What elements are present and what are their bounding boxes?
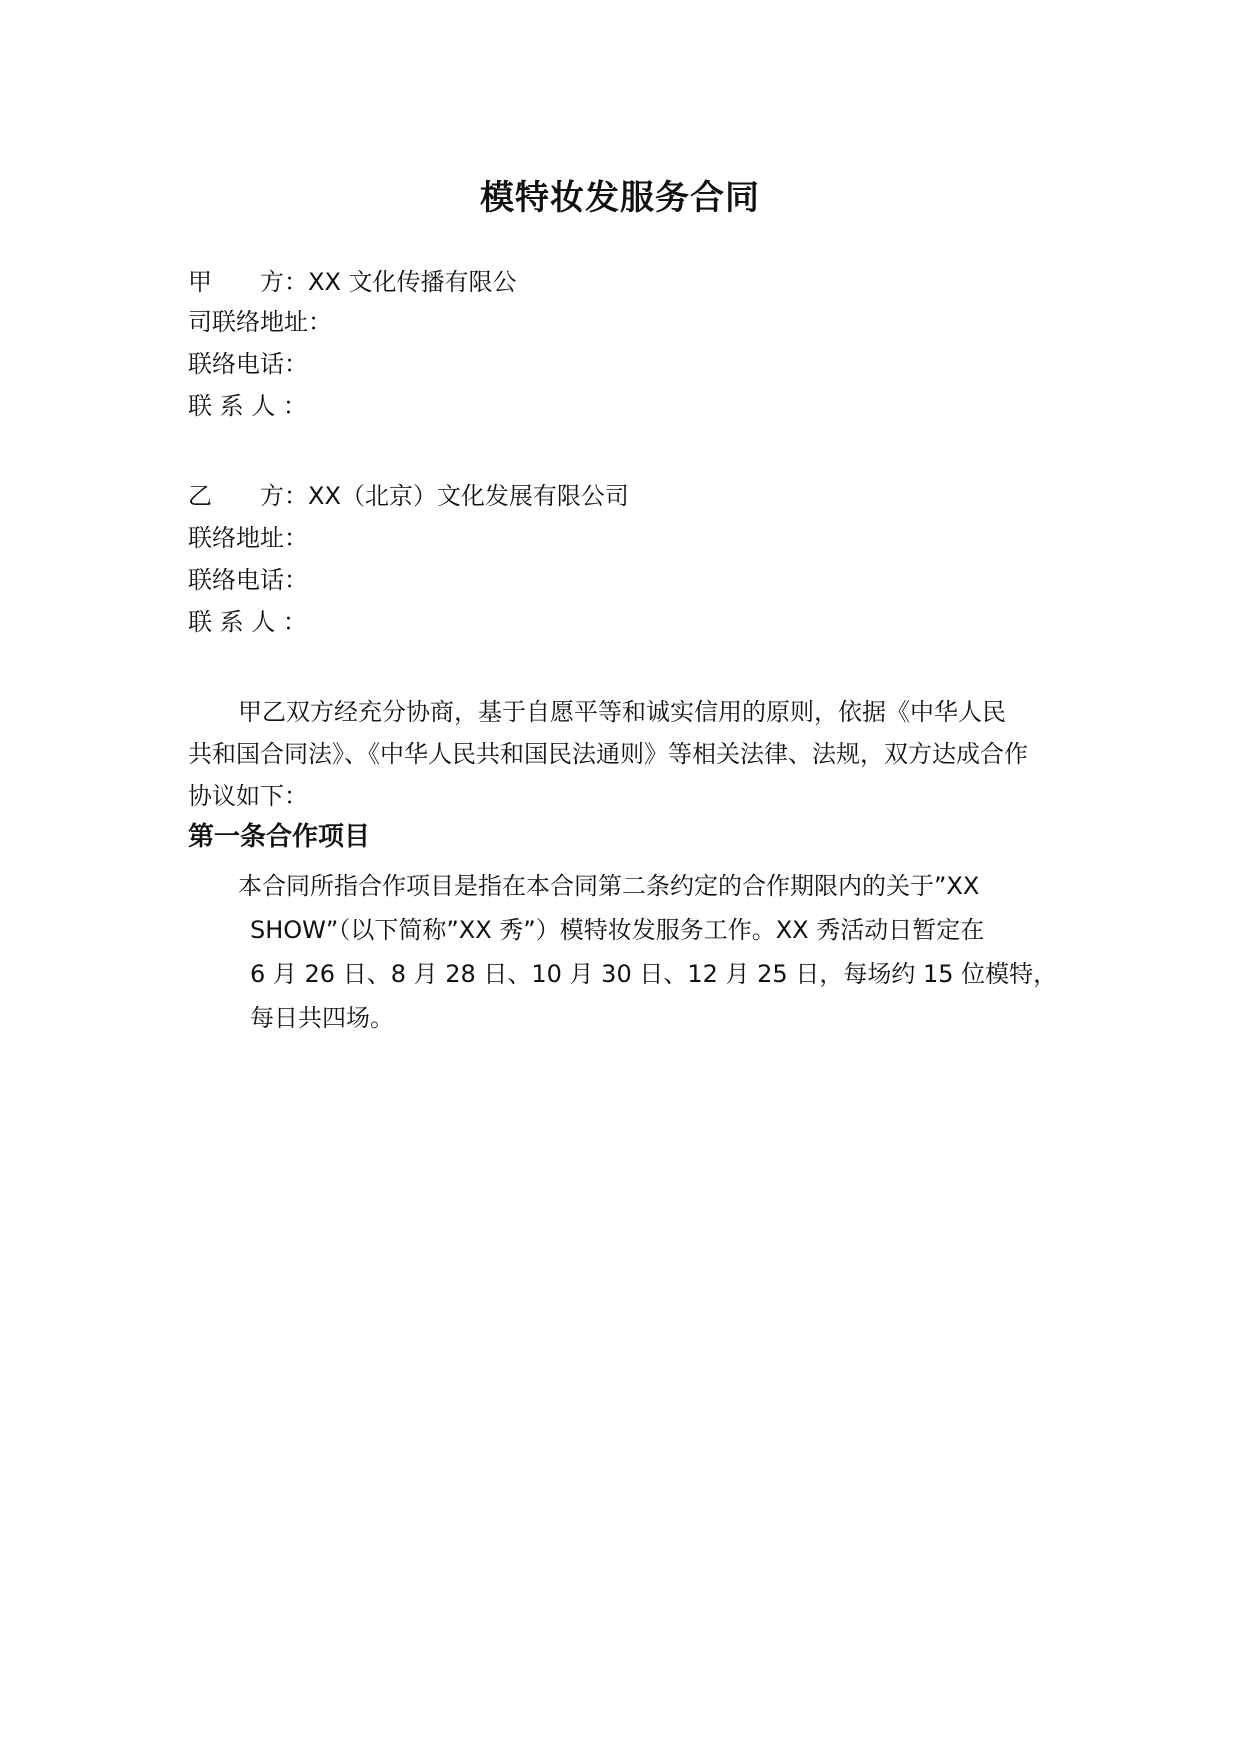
party-b-name: XX（北京）文化发展有限公司	[308, 482, 629, 510]
party-a-label: 甲 方：	[188, 268, 308, 296]
party-b-address: 联络地址：	[188, 524, 308, 552]
party-a-address: 司联络地址：	[188, 308, 332, 336]
document-title: 模特妆发服务合同	[480, 178, 760, 218]
article-1-heading: 第一条合作项目	[188, 822, 371, 852]
intro-line-1: 甲乙双方经充分协商，基于自愿平等和诚实信用的原则，依据《中华人民	[238, 698, 1006, 726]
article-1-line-3: 6 月 26 日、8 月 28 日、10 月 30 日、12 月 25 日，每场约 15 位模特，	[250, 960, 1058, 988]
party-b-contact: 联 系 人 ：	[188, 608, 307, 636]
article-1-line-2: SHOW”（以下简称”XX 秀”）模特妆发服务工作。XX 秀活动日暂定在	[250, 916, 985, 944]
intro-line-2: 共和国合同法》、《中华人民共和国民法通则》等相关法律、法规，双方达成合作	[188, 740, 1028, 768]
party-a-contact: 联 系 人 ：	[188, 392, 307, 420]
party-b-phone: 联络电话：	[188, 566, 308, 594]
party-b-label: 乙 方：	[188, 482, 308, 510]
article-1-line-4: 每日共四场。	[250, 1004, 394, 1032]
article-1-line-1: 本合同所指合作项目是指在本合同第二条约定的合作期限内的关于”XX	[238, 872, 980, 900]
party-a-line	[188, 266, 517, 298]
intro-line-3: 协议如下：	[188, 782, 308, 810]
party-a-phone: 联络电话：	[188, 350, 308, 378]
party-a-name: XX 文化传播有限公	[308, 268, 517, 296]
party-b-line	[188, 480, 629, 512]
